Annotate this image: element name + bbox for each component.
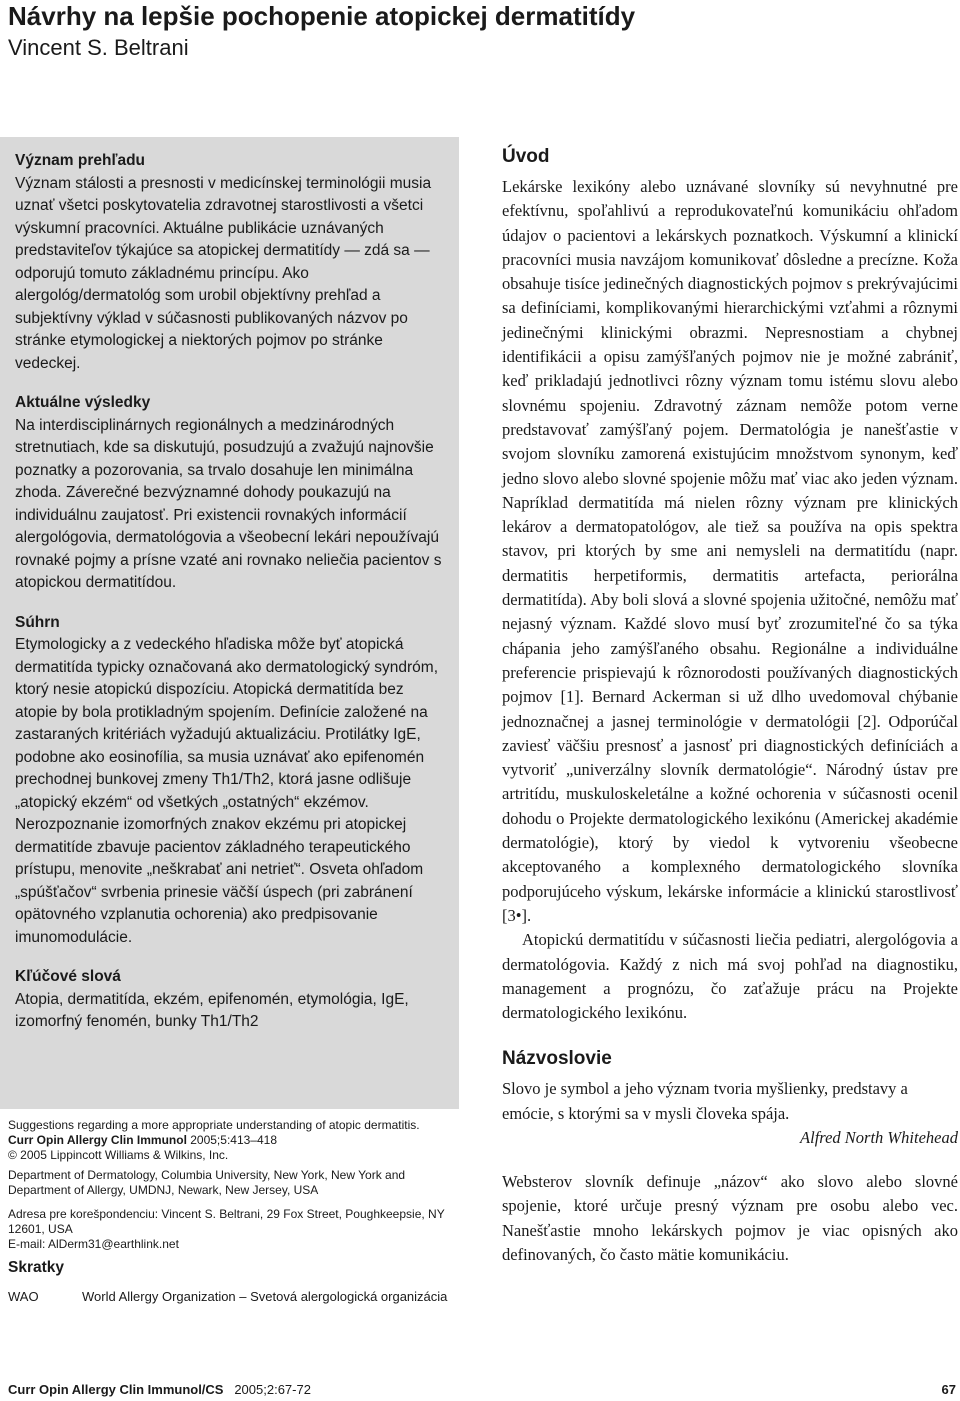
abstract-heading: Súhrn [15,613,60,631]
abstract-text: Na interdisciplinárnych regionálnych a medzinárodných stretnutiach, kde sa diskutujú, posudzujú a zvažujú najnovšie poznatky a pozorovania, sa trvalo dosahuje len minimálna zhoda. Záverečné bezvýznamné dohody poukazujú na individuálnu zaujatosť. Pri existencii rovnakých informácií alergológovia, dermatológovia a všeobecní lekári nepoužívajú rovnaké pojmy a prísne vzaté ani rovnako neliečia pacientov s atopickou dermatitídou. [15,416,442,591]
abstract-section-keywords [15,966,447,1034]
abstract-box [0,137,459,1109]
correspondence-email: E-mail: AlDerm31@earthlink.net [8,1237,179,1251]
journal-reference [8,1382,311,1398]
correspondence-address: Adresa pre korešpondenciu: Vincent S. Beltrani, 29 Fox Street, Poughkeepsie, NY 12601, USA [8,1207,445,1236]
article-info-footer [8,1118,463,1306]
abstract-text: Atopia, dermatitída, ekzém, epifenomén, etymológia, IgE, izomorfný fenomén, bunky Th1/Th2 [15,990,409,1030]
article-author: Vincent S. Beltrani [8,35,189,60]
citation-details: 2005;5:413–418 [186,1133,277,1147]
copyright: © 2005 Lippincott Williams & Wilkins, Inc. [8,1148,229,1162]
intro-heading: Úvod [502,146,550,167]
abbreviation-row [8,1288,463,1306]
page-footer [8,1382,956,1398]
intro-paragraph-1: Lekárske lexikóny alebo uznávané slovníky sú nevyhnutné pre efektívnu, spoľahlivú a reprodukovateľnú komunikáciu ohľadom údajov o pacientovi a lekárskych poznatkoch. Výskumní a klinickí pracovníci musia navzájom komunikovať dôsledne a precízne. Koža obsahuje tisíce jedinečných diagnostických pojmov s prekrývajúcimi sa definíciami, komplikovanými hierarchickými vzťahmi a rôznymi jedinečnými klinickými obrazmi. Nepresnostiam a chybnej identifikácii a opisu zamýšľaných pojmov nie je možné zabrániť, keď prikladajú jednotlivci rôzny význam tomu istému slovu alebo slovnému spojeniu. Zdravotný záznam nemôže potom verne predstavovať zamýšľaný pojem. Dermatológia je nanešťastie v svojom slovníku zamorená existujúcim množstvom synonym, keď jedno slovo alebo slovné spojenie môžu mať viac ako jeden význam. Napríklad dermatitída má nielen rôzny význam pre klinických lekárov a dermatopatológov, ale tiež sa používa na opis spektra stavov, pri ktorých by sme ani nemysleli na dermatitídu (napr. dermatitis herpetiformis, dermatitis artefacta, periorálna dermatitída). Aby boli slová a slovné spojenia užitočné, nemôžu mať nejasný význam. Každé slovo musí byť zrozumiteľné čo sa týka chápania jeho zamýšľaného obsahu. Regionálne a individuálne preferencie prispievajú k rôznorodosti používaných diagnostických pojmov [1]. Bernard Ackerman si už dlho uvedomoval chýbanie jednoznačnej a jasnej terminológie v dermatológii [2]. Odporúčal zaviesť väčšiu presnosť a jasnosť pri diagnostických definíciách a vytvoriť „univerzálny slovník dermatológie“. Národný ústav pre artritídu, muskuloskeletálne a kožné ochorenia v súčasnosti ocenil dohodu o Projekte dermatologického lexikónu (Americkej akadémie dermatológie), ktorý by viedol k vytvoreniu všeobecne akceptovaného a komplexného dermatologického slovníka podporujúceho výskum, lekárske informácie a klinickú starostlivosť [3•]. [502,177,958,925]
article-title: Návrhy na lepšie pochopenie atopickej dermatitídy [8,1,636,31]
citation [8,1133,463,1148]
citation-journal: Curr Opin Allergy Clin Immunol [8,1133,187,1147]
abstract-section-summary [15,612,447,950]
abbreviations-heading: Skratky [8,1259,65,1276]
abstract-section-findings [15,392,447,595]
journal-issue: 2005;2:67-72 [234,1382,311,1397]
abbreviation-term: WAO [8,1289,39,1304]
page-number: 67 [941,1382,956,1397]
abstract-heading: Kľúčové slová [15,968,121,985]
abstract-heading: Význam prehľadu [15,152,146,169]
english-title: Suggestions regarding a more appropriate understanding of atopic dermatitis. [8,1118,420,1132]
abstract-text: Význam stálosti a presnosti v medicínskej terminológii musia uznať všetci poskytovatelia zdravotnej starostlivosti a všetci výskumní pracovníci. Aktuálne publikácie uznávaných predstaviteľov týkajúce sa atopickej dermatitídy — zdá sa — odporujú tomuto základnému princípu. Ako alergológ/dermatológ som urobil objektívny prehľad a subjektívny výklad v súčasnosti publikovaných názvov po stránke etymologickej a niektorých pojmov po stránke vedeckej. [15,174,432,372]
epigraph-author: Alfred North Whitehead [800,1127,958,1147]
journal-name: Curr Opin Allergy Clin Immunol/CS [8,1382,224,1397]
abstract-text: Etymologicky a z vedeckého hľadiska môže byť atopická dermatitída typicky označovaná ako dermatologický syndróm, ktorý nesie atopickú dispozíciu. Atopická dermatitída bez atopie by bola protikladným spojením. Definície založené na zastaraných kritériách vyžadujú aktualizáciu. Protilátky IgE, podobne ako eosinofília, sa musia uznávať ako epifenomén prechodnej bunkovej zmeny Th1/Th2, ktorá jasne odlišuje „atopický ekzém“ od všetkých „ostatných“ ekzémov. Nerozpoznanie izomorfných znakov ekzému pri atopickej dermatitíde zbavuje pacientov základného terapeutického prístupu, menovite „neškrabať ani netrieť“. Osveta ohľadom „spúšťačov“ svrbenia prinesie väčší úspech (pri zabránení opätovného vzplanutia ochorenia) ako predpisovanie imunomodulácie. [15,636,439,946]
epigraph-quote: Slovo je symbol a jeho význam tvoria myšlienky, predstavy a emócie, s ktorými sa v mysli človeka spája. [502,1079,908,1123]
abbreviation-definition: World Allergy Organization – Svetová alergologická organizácia [82,1289,448,1304]
abstract-heading: Aktuálne výsledky [15,394,151,411]
nomenclature-paragraph-1: Websterov slovník definuje „názov“ ako slovo alebo slovné spojenie, ktoré určuje presný význam pre osobu alebo vec. Nanešťastie mnoho lekárskych pojmov je viac opisných ako definovaných, čo často mätie komunikáciu. [502,1171,958,1264]
abstract-section-significance [15,150,447,375]
nomenclature-heading: Názvoslovie [502,1048,612,1070]
main-body-column [502,145,958,1267]
affiliation: Department of Dermatology, Columbia University, New York, New York and Department of Allergy, UMDNJ, Newark, New Jersey, USA [8,1168,406,1197]
intro-paragraph-2: Atopickú dermatitídu v súčasnosti liečia pediatri, alergológovia a dermatológovia. Každý z nich má svoj pohľad na diagnostiku, management a prognózu, čo zaťažuje prácu na Projekte dermatologického lexikónu. [502,930,958,1023]
